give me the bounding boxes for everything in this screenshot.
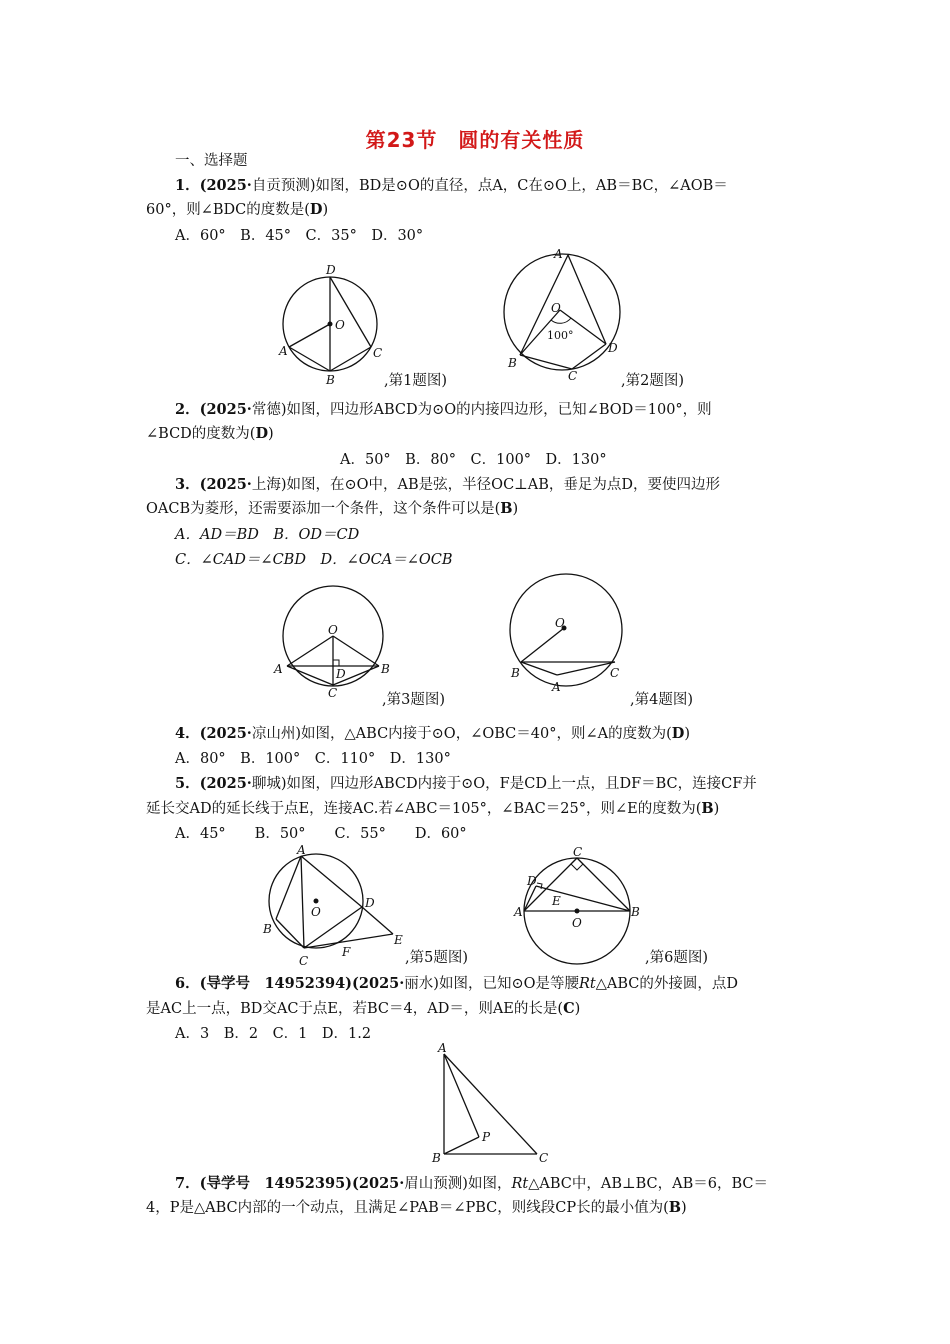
question-text: )如图，四边形ABCD内接于⊙O，F是CD上一点，且DF＝BC，连接CF并 <box>280 776 757 792</box>
figure-1-caption: ,第1题图) <box>384 373 447 389</box>
question-number: 6． <box>175 975 200 992</box>
figure-2 <box>500 247 625 383</box>
question-source: (2025· <box>199 725 252 742</box>
question-number: 5． <box>175 775 200 792</box>
question-3-line-2 <box>146 498 518 520</box>
figure-5 <box>258 845 408 970</box>
question-7-line-2 <box>146 1197 687 1219</box>
label-O: O <box>335 318 345 332</box>
question-source: (2025· <box>199 401 252 418</box>
question-number: 1． <box>175 177 200 194</box>
label-C: C <box>573 845 583 859</box>
question-3-options-row-1: A．AD＝BD B．OD＝CD <box>175 527 360 543</box>
paren-close: ) <box>713 801 720 817</box>
question-source-place: 常德 <box>251 402 281 418</box>
label-B: B <box>432 1151 441 1165</box>
question-text: ∠BCD的度数为( <box>146 426 256 442</box>
question-text: 延长交AD的延长线于点E，连接AC.若∠ABC＝105°，∠BAC＝25°，则∠E的度数为( <box>146 801 702 817</box>
label-B: B <box>381 662 390 676</box>
label-D: D <box>608 341 618 355</box>
question-text: )如图，四边形ABCD为⊙O的内接四边形，已知∠BOD＝100°，则 <box>280 402 712 418</box>
answer: D <box>671 725 685 742</box>
paren-close: ) <box>512 501 519 517</box>
label-A: A <box>514 905 523 919</box>
question-text: △ABC中，AB⊥BC，AB＝6，BC＝ <box>528 1176 769 1192</box>
figure-7 <box>430 1042 560 1167</box>
question-source: (2025· <box>199 476 252 493</box>
question-text: OACB为菱形，还需要添加一个条件，这个条件可以是( <box>146 501 501 517</box>
question-source-place: 聊城 <box>251 776 281 792</box>
label-O: O <box>328 623 338 637</box>
label-C: C <box>539 1151 549 1165</box>
question-source: (2025· <box>199 177 252 194</box>
label-A: A <box>279 344 288 358</box>
question-source-place: 凉山州 <box>251 726 296 742</box>
label-D: D <box>326 263 336 277</box>
figure-3-caption: ,第3题图) <box>382 692 445 708</box>
label-A: A <box>552 680 561 694</box>
question-source-place: 丽水 <box>404 976 434 992</box>
label-D: D <box>336 667 346 681</box>
question-text: 是AC上一点，BD交AC于点E，若BC＝4，AD＝，则AE的长是( <box>146 1001 564 1017</box>
label-A: A <box>438 1041 447 1055</box>
question-6-line-1 <box>175 973 738 995</box>
question-source-place: 眉山预测 <box>404 1176 463 1192</box>
question-number: 7． <box>175 1175 200 1192</box>
label-C: C <box>299 954 309 968</box>
label-B: B <box>263 922 272 936</box>
question-text: )如图，BD是⊙O的直径，点A，C在⊙O上，AB＝BC，∠AOB＝ <box>309 178 728 194</box>
question-7-line-1 <box>175 1173 768 1195</box>
figure-1 <box>275 262 385 387</box>
label-O: O <box>311 905 321 919</box>
label-O: O <box>551 301 561 315</box>
question-source: (2025· <box>199 775 252 792</box>
label-O: O <box>572 916 582 930</box>
label-E: E <box>394 933 403 947</box>
question-3-line-1 <box>175 474 720 496</box>
question-source: (导学号 14952395)(2025· <box>199 1175 405 1192</box>
question-6-line-2 <box>146 998 580 1020</box>
question-source: (导学号 14952394)(2025· <box>199 975 405 992</box>
label-E: E <box>552 894 561 908</box>
question-text: )如图，已知⊙O是等腰 <box>433 976 579 992</box>
label-C: C <box>610 666 620 680</box>
question-number: 3． <box>175 476 200 493</box>
label-A: A <box>297 843 306 857</box>
label-A: A <box>274 662 283 676</box>
question-source-place: 上海 <box>251 477 281 493</box>
question-6-options: A．3 B．2 C．1 D．1.2 <box>175 1026 372 1042</box>
figure-3 <box>270 585 400 700</box>
figure-6-caption: ,第6题图) <box>645 950 708 966</box>
paren-close: ) <box>268 426 274 442</box>
question-2-line-1 <box>175 399 712 421</box>
label-C: C <box>328 686 338 700</box>
question-1-line-1 <box>175 175 728 197</box>
page-title: 第23节 圆的有关性质 <box>365 128 585 152</box>
label-B: B <box>511 666 520 680</box>
question-3-options-row-2: C．∠CAD＝∠CBD D．∠OCA＝∠OCB <box>175 552 453 568</box>
question-text: )如图，在⊙O中，AB是弦，半径OC⊥AB，垂足为点D，要使四边形 <box>280 477 721 493</box>
rt-symbol: Rt <box>511 1176 529 1192</box>
answer: B <box>500 500 513 517</box>
label-A: A <box>554 247 563 261</box>
question-text: 4，P是△ABC内部的一个动点，且满足∠PAB＝∠PBC，则线段CP长的最小值为( <box>146 1200 669 1216</box>
rt-symbol: Rt <box>579 976 596 992</box>
section-heading: 一、选择题 <box>175 153 248 169</box>
label-C: C <box>373 346 383 360</box>
question-text: )如图， <box>462 1176 512 1192</box>
question-text: )如图，△ABC内接于⊙O，∠OBC＝40°，则∠A的度数为( <box>295 726 672 742</box>
question-2-line-2 <box>146 423 274 445</box>
paren-close: ) <box>322 202 329 218</box>
figure-5-caption: ,第5题图) <box>405 950 468 966</box>
question-5-options: A．45° B．50° C．55° D．60° <box>175 826 467 842</box>
answer: C <box>563 1000 575 1017</box>
question-2-options: A．50° B．80° C．100° D．130° <box>340 452 607 468</box>
answer: D <box>309 201 323 218</box>
figure-4-caption: ,第4题图) <box>630 692 693 708</box>
question-4-line-1 <box>175 723 690 745</box>
label-B: B <box>631 905 640 919</box>
label-B: B <box>326 373 335 387</box>
question-number: 2． <box>175 401 200 418</box>
paren-close: ) <box>684 726 690 742</box>
question-text: 60°，则∠BDC的度数是( <box>146 202 310 218</box>
question-4-options: A．80° B．100° C．110° D．130° <box>175 751 451 767</box>
paren-close: ) <box>681 1200 687 1216</box>
question-text: △ABC的外接圆，点D <box>595 976 739 992</box>
paren-close: ) <box>574 1001 581 1017</box>
figure-2-caption: ,第2题图) <box>621 373 684 389</box>
label-P: P <box>482 1130 491 1144</box>
angle-label: 100° <box>547 329 574 342</box>
question-source-place: 自贡预测 <box>251 178 310 194</box>
label-D: D <box>365 896 375 910</box>
label-B: B <box>508 356 517 370</box>
figure-6 <box>512 845 642 963</box>
label-O: O <box>555 616 565 630</box>
question-number: 4． <box>175 725 200 742</box>
answer: B <box>701 800 714 817</box>
label-D: D <box>527 874 537 888</box>
answer: B <box>668 1199 682 1216</box>
question-1-options: A．60° B．45° C．35° D．30° <box>175 228 424 244</box>
label-C: C <box>568 369 578 383</box>
figure-4 <box>505 573 630 694</box>
answer: D <box>255 425 269 442</box>
question-1-line-2 <box>146 199 328 221</box>
question-5-line-1 <box>175 773 757 795</box>
question-5-line-2 <box>146 798 719 820</box>
label-F: F <box>342 945 351 959</box>
